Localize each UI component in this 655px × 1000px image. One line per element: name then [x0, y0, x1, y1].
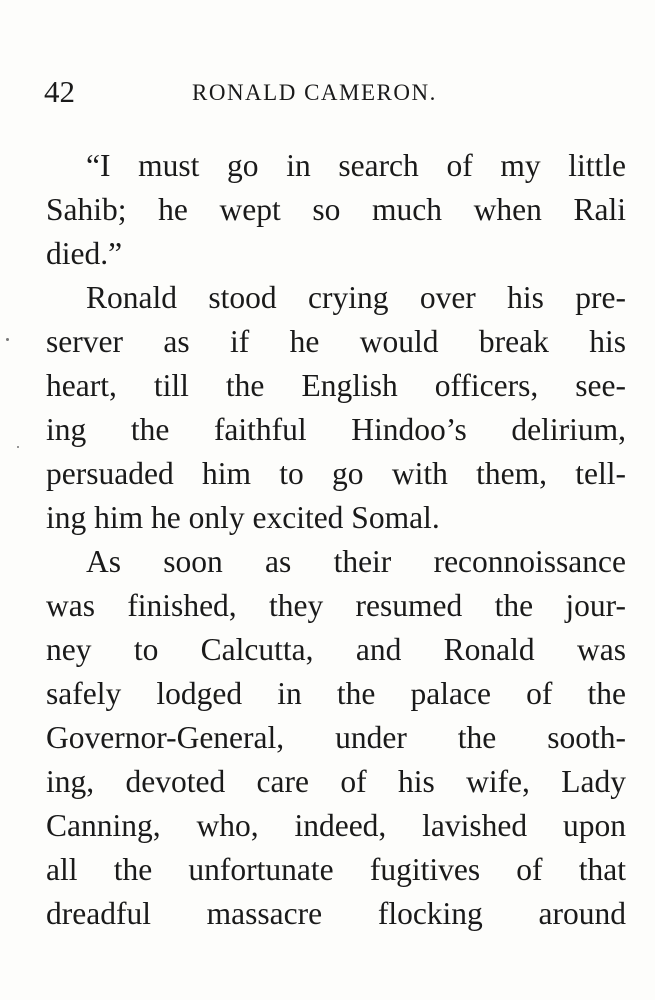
text-line: ing, devoted care of his wife, Lady: [46, 764, 626, 799]
text-line: Canning, who, indeed, lavished upon: [46, 808, 626, 843]
text-line: heart, till the English officers, see-: [46, 368, 626, 403]
running-head: RONALD CAMERON.: [192, 80, 437, 105]
body-text: [46, 144, 626, 936]
page-number: 42: [44, 74, 75, 109]
text-line: ing him he only excited Somal.: [46, 500, 440, 535]
print-speck: [6, 338, 9, 341]
text-line: ney to Calcutta, and Ronald was: [46, 632, 626, 667]
text-line: Ronald stood crying over his pre-: [86, 280, 626, 315]
text-line: Sahib; he wept so much when Rali: [46, 192, 626, 227]
text-line: persuaded him to go with them, tell-: [46, 456, 626, 491]
print-speck: [17, 446, 19, 448]
text-line: was finished, they resumed the jour-: [46, 588, 626, 623]
text-line: Governor-General, under the sooth-: [46, 720, 626, 755]
text-line: all the unfortunate fugitives of that: [46, 852, 626, 887]
text-line: server as if he would break his: [46, 324, 626, 359]
text-line: As soon as their reconnoissance: [86, 544, 626, 579]
text-line: safely lodged in the palace of the: [46, 676, 626, 711]
text-line: “I must go in search of my little: [86, 148, 626, 183]
text-line: dreadful massacre flocking around: [46, 896, 626, 931]
text-line: ing the faithful Hindoo’s delirium,: [46, 412, 626, 447]
text-line: died.”: [46, 236, 123, 271]
page-header: [44, 72, 624, 112]
